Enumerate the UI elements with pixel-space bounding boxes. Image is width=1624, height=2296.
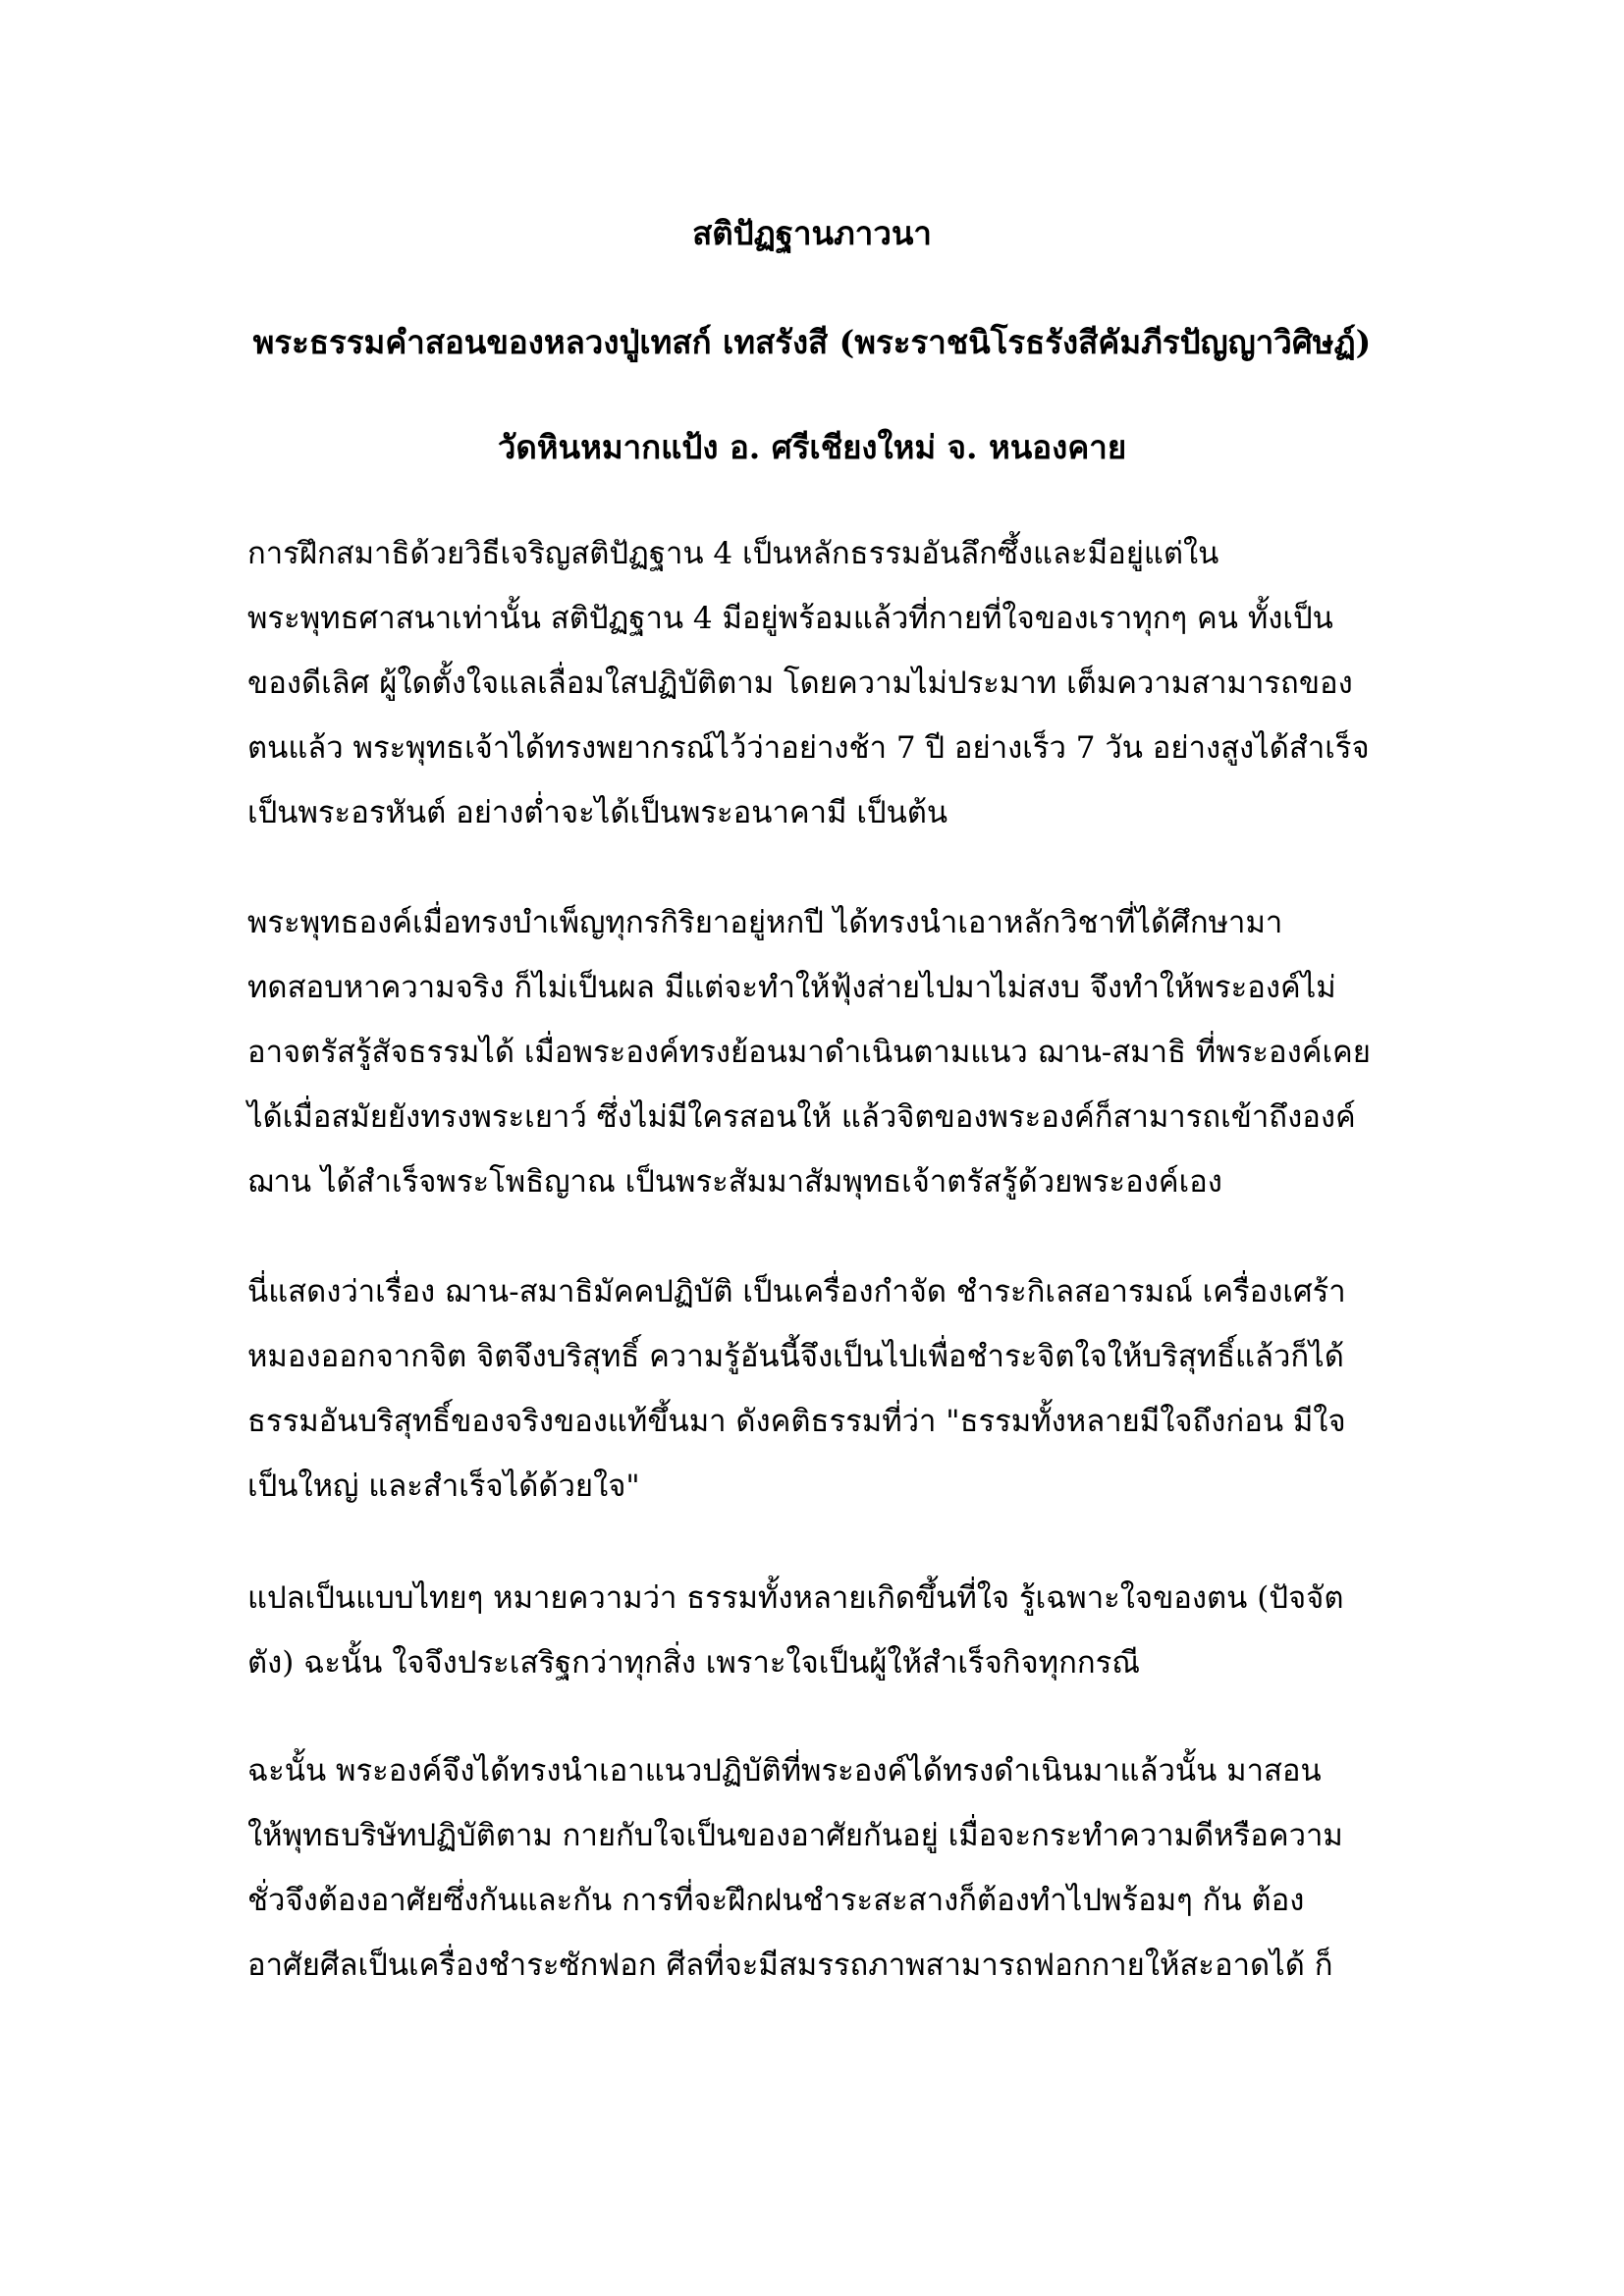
document-title: สติปัฏฐานภาวนา <box>692 214 932 252</box>
paragraph-line: เป็นพระอรหันต์ อย่างต่ำจะได้เป็นพระอนาคามี เป็นต้น <box>247 795 948 830</box>
paragraph-line: พระพุทธองค์เมื่อทรงบำเพ็ญทุกรกิริยาอยู่หกปี ได้ทรงนำเอาหลักวิชาที่ได้ศึกษามา <box>247 905 1283 940</box>
paragraph-line: ชั่วจึงต้องอาศัยซึ่งกันและกัน การที่จะฝึกฝนชำระสะสางก็ต้องทำไปพร้อมๆ กัน ต้อง <box>247 1883 1305 1918</box>
paragraph-line: การฝึกสมาธิด้วยวิธีเจริญสติปัฏฐาน 4 เป็นหลักธรรมอันลึกซึ้งและมีอยู่แต่ใน <box>247 536 1219 571</box>
paragraph-line: ของดีเลิศ ผู้ใดตั้งใจแลเลื่อมใสปฏิบัติตาม โดยความไม่ประมาท เต็มความสามารถของ <box>247 666 1353 701</box>
paragraph-line: ให้พุทธบริษัทปฏิบัติตาม กายกับใจเป็นของอาศัยกันอยู่ เมื่อจะกระทำความดีหรือความ <box>247 1818 1343 1853</box>
paragraph-line: เป็นใหญ่ และสำเร็จได้ด้วยใจ" <box>247 1468 640 1504</box>
paragraph-line: นี่แสดงว่าเรื่อง ฌาน-สมาธิมัคคปฏิบัติ เป็นเครื่องกำจัด ชำระกิเลสอารมณ์ เครื่องเศร้า <box>247 1274 1346 1309</box>
paragraph-line: ตนแล้ว พระพุทธเจ้าได้ทรงพยากรณ์ไว้ว่าอย่างช้า 7 ปี อย่างเร็ว 7 วัน อย่างสูงได้สำเร็จ <box>247 730 1370 766</box>
paragraph-line: ฌาน ได้สำเร็จพระโพธิญาณ เป็นพระสัมมาสัมพุทธเจ้าตรัสรู้ด้วยพระองค์เอง <box>247 1164 1222 1200</box>
paragraph-line: ฉะนั้น พระองค์จึงได้ทรงนำเอาแนวปฏิบัติที่พระองค์ได้ทรงดำเนินมาแล้วนั้น มาสอน <box>247 1753 1322 1789</box>
document-subtitle: พระธรรมคำสอนของหลวงปู่เทสก์ เทสรังสี (พระราชนิโรธรังสีคัมภีรปัญญาวิศิษฏ์) <box>252 323 1372 361</box>
paragraph-line: พระพุทธศาสนาเท่านั้น สติปัฏฐาน 4 มีอยู่พร้อมแล้วที่กายที่ใจของเราทุกๆ คน ทั้งเป็น <box>247 601 1333 636</box>
paragraph-line: อาศัยศีลเป็นเครื่องชำระซักฟอก ศีลที่จะมีสมรรถภาพสามารถฟอกกายให้สะอาดได้ ก็ <box>247 1948 1333 1983</box>
document-location: วัดหินหมากแป้ง อ. ศรีเชียงใหม่ จ. หนองคาย <box>497 428 1127 466</box>
paragraph-line: อาจตรัสรู้สัจธรรมได้ เมื่อพระองค์ทรงย้อนมาดำเนินตามแนว ฌาน-สมาธิ ที่พระองค์เคย <box>247 1035 1371 1070</box>
paragraph-line: หมองออกจากจิต จิตจึงบริสุทธิ์ ความรู้อันนี้จึงเป็นไปเพื่อชำระจิตใจให้บริสุทธิ์แล้วก็ได้ <box>247 1339 1344 1374</box>
paragraph-line: ธรรมอันบริสุทธิ์ของจริงของแท้ขึ้นมา ดังคติธรรมที่ว่า "ธรรมทั้งหลายมีใจถึงก่อน มีใจ <box>247 1404 1346 1439</box>
paragraph-line: แปลเป็นแบบไทยๆ หมายความว่า ธรรมทั้งหลายเกิดขึ้นที่ใจ รู้เฉพาะใจของตน (ปัจจัต <box>247 1580 1344 1616</box>
paragraph-line: ทดสอบหาความจริง ก็ไม่เป็นผล มีแต่จะทำให้ฟุ้งส่ายไปมาไม่สงบ จึงทำให้พระองค์ไม่ <box>247 970 1336 1005</box>
paragraph-line: ได้เมื่อสมัยยังทรงพระเยาว์ ซึ่งไม่มีใครสอนให้ แล้วจิตของพระองค์ก็สามารถเข้าถึงองค์ <box>247 1099 1356 1135</box>
paragraph-line: ตัง) ฉะนั้น ใจจึงประเสริฐกว่าทุกสิ่ง เพราะใจเป็นผู้ให้สำเร็จกิจทุกกรณี <box>247 1645 1141 1681</box>
